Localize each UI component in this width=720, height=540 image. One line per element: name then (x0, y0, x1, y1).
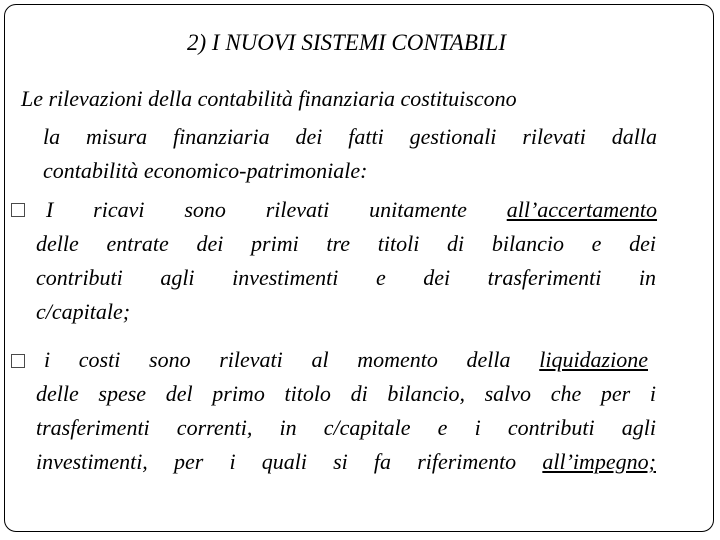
intro-line-2: la misura finanziaria dei fatti gestionali rilevati dalla (43, 124, 657, 149)
bullet-2-line-3: trasferimenti correnti, in c/capitale e i contributi agli (36, 415, 656, 440)
intro-line-3: contabilità economico-patrimoniale: (43, 158, 368, 183)
bullet-2-first-line (44, 343, 648, 377)
bullet-2-line-2: delle spese del primo titolo di bilancio, salvo che per i (36, 381, 656, 406)
bullet-2-lead: i costi sono rilevati al momento della (44, 347, 511, 372)
bullet-2-final-underlined: all’impegno; (542, 449, 656, 474)
bullet-2-line-4 (36, 445, 656, 479)
intro-paragraph (43, 120, 657, 188)
bullet-1-lead: I ricavi sono rilevati unitamente (46, 197, 467, 222)
bullet-2-body (36, 377, 656, 479)
bullet-1-line-3: contributi agli investimenti e dei trasferimenti in (36, 265, 656, 290)
bullet-2-final-plain: investimenti, per i quali si fa riferimento (36, 449, 517, 474)
bullet-1-body (36, 227, 656, 329)
bullet-1-line-4: c/capitale; (36, 299, 131, 324)
slide-title: 2) I NUOVI SISTEMI CONTABILI (187, 30, 506, 55)
bullet-square-icon (11, 203, 25, 217)
bullet-2-underlined: liquidazione (539, 347, 648, 372)
intro-line-1: Le rilevazioni della contabilità finanziaria costituiscono (21, 86, 517, 111)
bullet-square-icon (11, 354, 25, 368)
bullet-1-line-2: delle entrate dei primi tre titoli di bilancio e dei (36, 231, 656, 256)
bullet-1-first-line (46, 193, 657, 227)
bullet-1-underlined: all’accertamento (506, 197, 658, 222)
